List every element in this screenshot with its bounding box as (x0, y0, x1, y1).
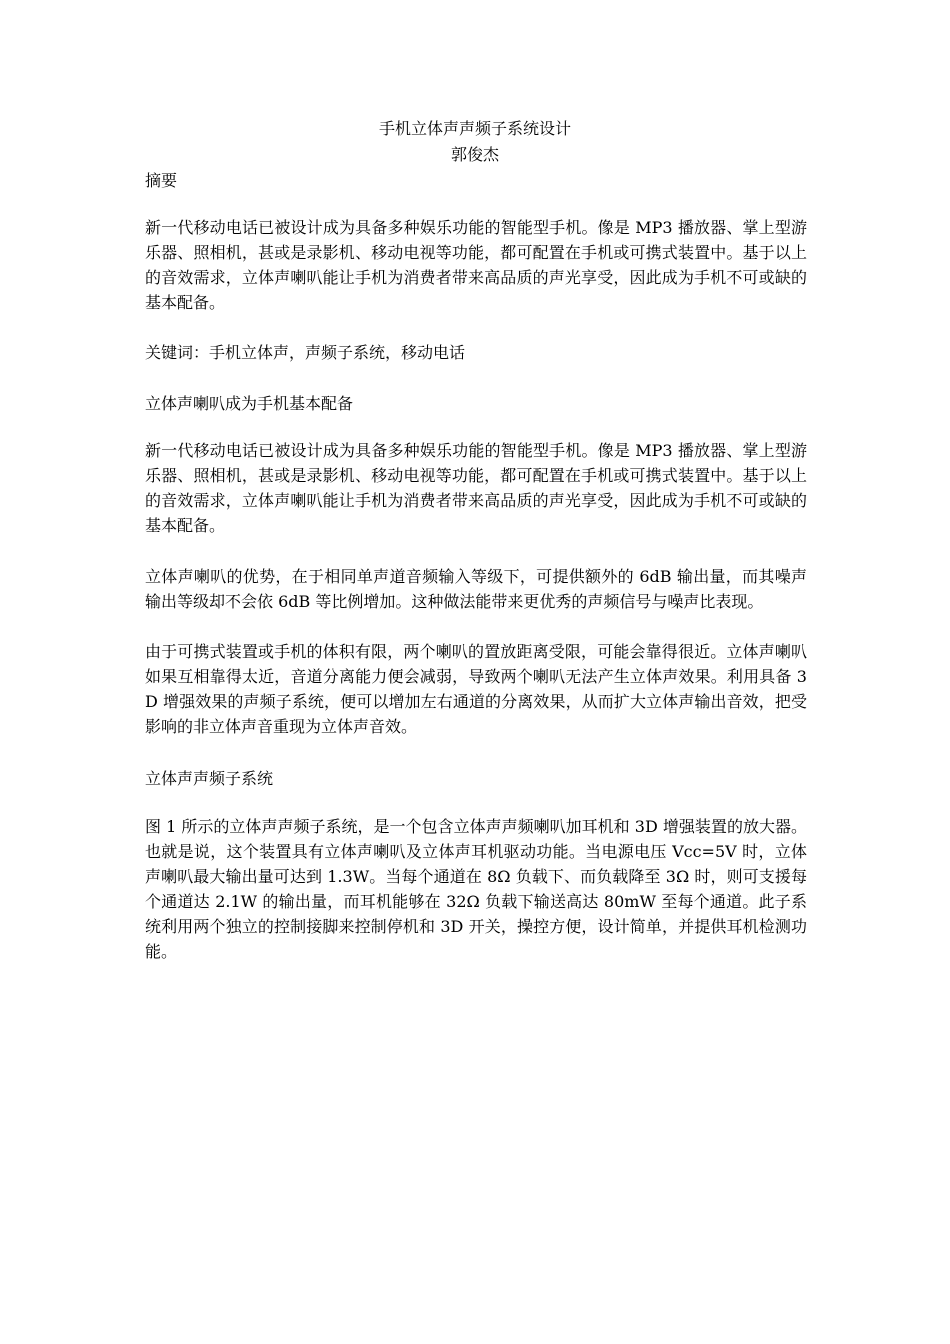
body-paragraph: 立体声喇叭的优势，在于相同单声道音频输入等级下，可提供额外的 6dB 输出量，而其噪声输出等级却不会依 6dB 等比例增加。这种做法能带来更优秀的声频信号与噪声比表现。 (145, 567, 807, 611)
section-heading-speakers: 立体声喇叭成为手机基本配备 (145, 394, 354, 413)
abstract-label: 摘要 (145, 171, 178, 190)
document-author: 郭俊杰 (450, 145, 499, 164)
section-heading-subsystem: 立体声声频子系统 (145, 769, 274, 788)
abstract-paragraph: 新一代移动电话已被设计成为具备多种娱乐功能的智能型手机。像是 MP3 播放器、掌上型游乐器、照相机，甚或是录影机、移动电视等功能，都可配置在手机或可携式装置中。基于以上的音效需求，立体声喇叭能让手机为消费者带来高品质的声光享受，因此成为手机不可或缺的基本配备。 (145, 218, 807, 312)
body-paragraph: 新一代移动电话已被设计成为具备多种娱乐功能的智能型手机。像是 MP3 播放器、掌上型游乐器、照相机，甚或是录影机、移动电视等功能，都可配置在手机或可携式装置中。基于以上的音效需求，立体声喇叭能让手机为消费者带来高品质的声光享受，因此成为手机不可或缺的基本配备。 (145, 441, 807, 535)
body-paragraph: 由于可携式装置或手机的体积有限，两个喇叭的置放距离受限，可能会靠得很近。立体声喇叭如果互相靠得太近，音道分离能力便会减弱，导致两个喇叭无法产生立体声效果。利用具备 3D 增强效果的声频子系统，便可以增加左右通道的分离效果，从而扩大立体声输出音效，把受影响的非立体声音重现为立体声音效。 (145, 642, 807, 736)
document-title: 手机立体声声频子系统设计 (378, 119, 571, 138)
keywords-line: 关键词：手机立体声，声频子系统，移动电话 (145, 343, 466, 362)
body-paragraph: 图 1 所示的立体声声频子系统，是一个包含立体声声频喇叭加耳机和 3D 增强装置的放大器。也就是说，这个装置具有立体声喇叭及立体声耳机驱动功能。当电源电压 Vcc=5V 时，立体声喇叭最大输出量可达到 1.3W。当每个通道在 8Ω 负载下、而负载降至 3Ω 时，则可支援每个通道达 2.1W 的输出量，而耳机能够在 32Ω 负载下输送高达 80mW 至每个通道。此子系统利用两个独立的控制接脚来控制停机和 3D 开关，操控方便，设计简单，并提供耳机检测功能。 (145, 817, 807, 961)
